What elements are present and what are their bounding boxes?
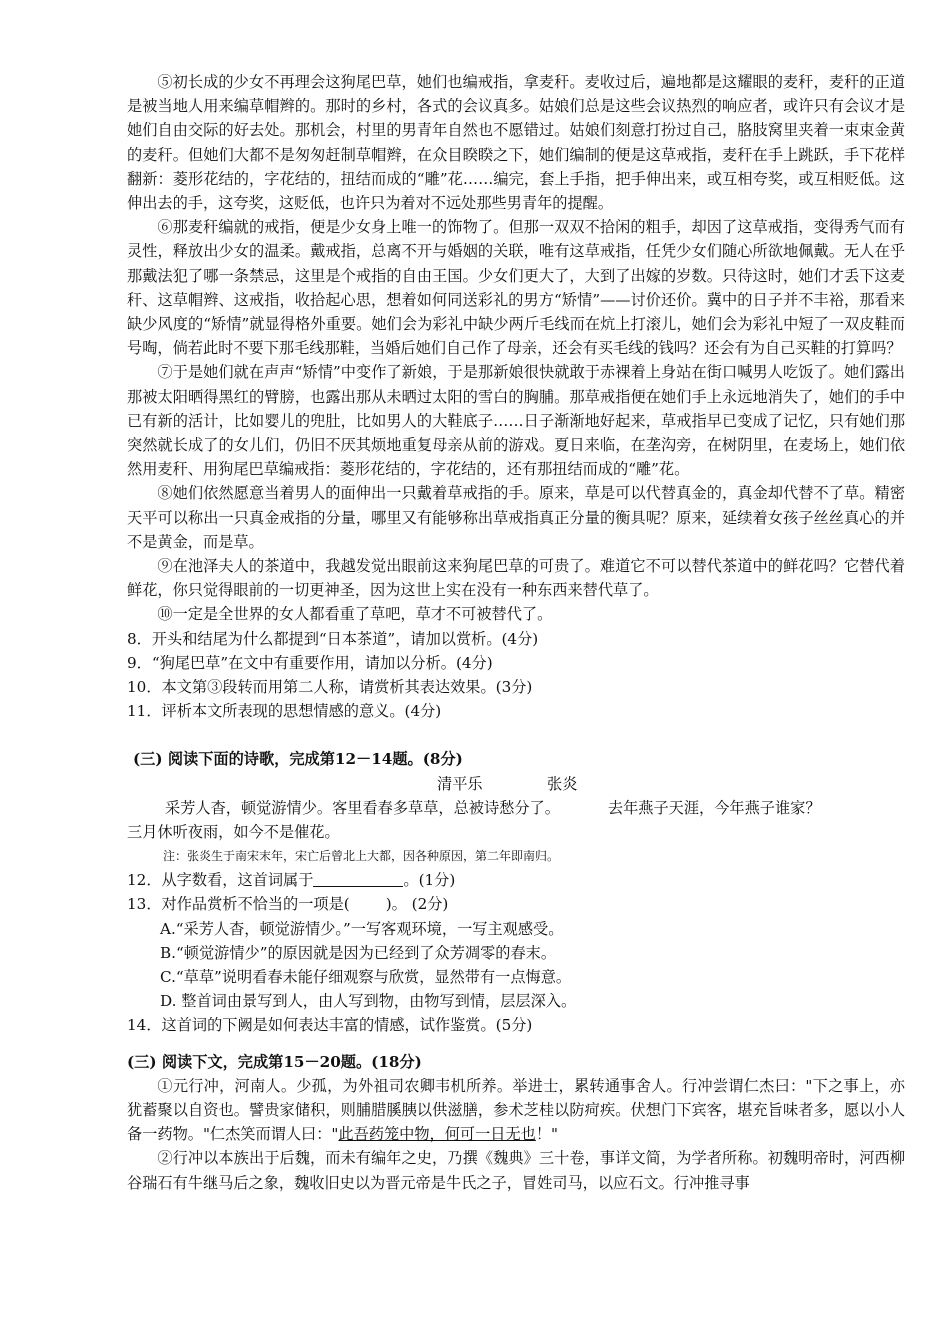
option-a: A.“采芳人杳，顿觉游情少。”一写客观环境，一写主观感受。 <box>160 919 564 938</box>
spacer <box>127 1038 905 1050</box>
classical-paragraph-1 <box>127 1074 905 1147</box>
poem-title-line <box>127 772 905 796</box>
poem-title: 清平乐 <box>437 774 483 793</box>
question-12 <box>127 868 905 892</box>
paragraph-6: ⑥那麦秆编就的戒指，便是少女身上唯一的饰物了。但那一双双不拾闲的粗手，却因了这草戒指，变得秀气而有灵性，释放出少女的温柔。戴戒指，总离不开与婚姻的关联，唯有这草戒指，任凭少女们随心所欲地佩戴。无人在乎那戴法犯了哪一条禁忌，这里是个戒指的自由王国。少女们更大了，大到了出嫁的岁数。只待这时，她们才丢下这麦秆、这草帽辫、这戒指，收拾起心思，想着如何同送彩礼的男方“矫情”——讨价还价。冀中的日子并不丰裕，那看来缺少风度的“矫情”就显得格外重要。她们会为彩礼中缺少两斤毛线而在炕上打滚儿，她们会为彩礼中短了一双皮鞋而号啕，倘若此时不要下那毛线那鞋，当婚后她们自己作了母亲，还会有买毛线的钱吗？还会有为自己买鞋的打算吗？ <box>127 218 905 358</box>
question-12-text: 12．从字数看，这首词属于 <box>127 871 314 890</box>
poem-section-heading: (三) 阅读下面的诗歌，完成第12－14题。(8分) <box>133 750 463 769</box>
question-14: 14．这首词的下阙是如何表达丰富的情感，试作鉴赏。(5分) <box>127 1016 533 1035</box>
poem-line-1: 采芳人杳，顿觉游情少。客里看春多草草，总被诗愁分了。 <box>165 798 560 817</box>
question-8: 8．开头和结尾为什么都提到“日本茶道”，请加以赏析。(4分) <box>127 629 539 648</box>
answer-blank <box>313 871 403 887</box>
classical-paragraph-2: ②行冲以本族出于后魏，而未有编年之史，乃撰《魏典》三十卷，事详文简，为学者所称。初魏明帝时，河西柳谷瑞石有牛继马后之象，魏收旧史以为晋元帝是牛氏之子，冒姓司马，以应石文。行冲推寻事 <box>127 1149 905 1192</box>
poem-lines <box>127 796 905 820</box>
classical-section-heading: (三) 阅读下文，完成第15－20题。(18分) <box>127 1052 422 1071</box>
spacer <box>127 723 905 747</box>
option-c: C.“草草”说明看春未能仔细观察与欣赏，显然带有一点悔意。 <box>160 967 572 986</box>
paragraph-9: ⑨在池泽夫人的茶道中，我越发觉出眼前这来狗尾巴草的可贵了。难道它不可以替代茶道中的鲜花吗？它替代着鲜花，你只觉得眼前的一切更神圣，因为这世上实在没有一种东西来替代草了。 <box>127 557 905 600</box>
question-9: 9．“狗尾巴草”在文中有重要作用，请加以分析。(4分) <box>127 653 493 672</box>
question-11: 11．评析本文所表现的思想情感的意义。(4分) <box>127 702 442 721</box>
classical-p1-text: ①元行冲，河南人。少孤，为外祖司农卿韦机所养。举进士，累转通事舍人。行冲尝谓仁杰曰："下之事上，亦犹蓄聚以自资也。譬贵家储积，则脯腊膎胰以供滋膳，参术芝桂以防疴疾。伏想门下宾客，堪充旨味者多，愿以小人备一药物。"仁杰笑而谓人曰：" <box>127 1076 905 1144</box>
poem-line-2: 去年燕子天涯，今年燕子谁家？ <box>607 798 821 817</box>
option-b: B.“顿觉游情少”的原因就是因为已经到了众芳凋零的春末。 <box>160 943 557 962</box>
paragraph-10: ⑩一定是全世界的女人都看重了草吧，草才不可被替代了。 <box>157 605 553 624</box>
paragraph-5: ⑤初长成的少女不再理会这狗尾巴草，她们也编戒指，拿麦秆。麦收过后，遍地都是这耀眼的麦秆，麦秆的正道是被当地人用来编草帽辫的。那时的乡村，各式的会议真多。姑娘们总是这些会议热烈的响应者，或许只有会议才是她们自由交际的好去处。那机会，村里的男青年自然也不愿错过。姑娘们刻意打扮过自己，胳肢窝里夹着一束束金黄的麦秆。但她们大都不是匆匆赶制草帽辫，在众目睽睽之下，她们编制的便是这草戒指，麦秆在手上跳跃，手下花样翻新：菱形花结的，字花结的，扭结而成的“雕”花……编完，套上手指，把手伸出来，或互相夸奖，或互相贬低。这伸出去的手，这夸奖，这贬低，也许只为着对不远处那些男青年的提醒。 <box>127 73 905 213</box>
question-12-score: 。(1分) <box>403 871 456 890</box>
question-13-score: )。 (2分) <box>385 895 449 914</box>
document-page <box>127 70 905 1195</box>
poem-author: 张炎 <box>547 774 578 793</box>
question-13-text: 13．对作品赏析不恰当的一项是( <box>127 895 350 914</box>
question-10: 10．本文第③段转而用第二人称，请赏析其表达效果。(3分) <box>127 678 533 697</box>
question-13 <box>127 892 905 916</box>
underlined-sentence: 此吾药笼中物，何可一日无也 <box>338 1125 536 1144</box>
poem-note: 注：张炎生于南宋末年，宋亡后曾北上大都，因各种原因，第二年即南归。 <box>163 849 560 864</box>
classical-p1-end: ！" <box>535 1125 559 1144</box>
poem-line-3: 三月休听夜雨，如今不是催花。 <box>127 822 340 841</box>
paragraph-8: ⑧她们依然愿意当着男人的面伸出一只戴着草戒指的手。原来，草是可以代替真金的，真金却代替不了草。精密天平可以称出一只真金戒指的分量，哪里又有能够称出草戒指真正分量的衡具呢？原来，延续着女孩子丝丝真心的并不是黄金，而是草。 <box>127 484 905 551</box>
paragraph-7: ⑦于是她们就在声声“矫情”中变作了新娘，于是那新娘很快就敢于赤裸着上身站在街口喊男人吃饭了。她们露出那被太阳晒得黑红的臂膀，也露出那从未晒过太阳的雪白的胸脯。那草戒指便在她们手上永远地消失了，她们的手中已有新的活计，比如婴儿的兜肚，比如男人的大鞋底子……日子渐渐地好起来，草戒指早已变成了记忆，只有她们那突然就长成了的女儿们，仍旧不厌其烦地重复母亲从前的游戏。夏日来临，在垄沟旁，在树阴里，在麦场上，她们依然用麦秆、用狗尾巴草编戒指：菱形花结的，字花结的，还有那扭结而成的“雕”花。 <box>127 363 905 479</box>
option-d: D. 整首词由景写到人，由人写到物，由物写到情，层层深入。 <box>160 992 577 1011</box>
